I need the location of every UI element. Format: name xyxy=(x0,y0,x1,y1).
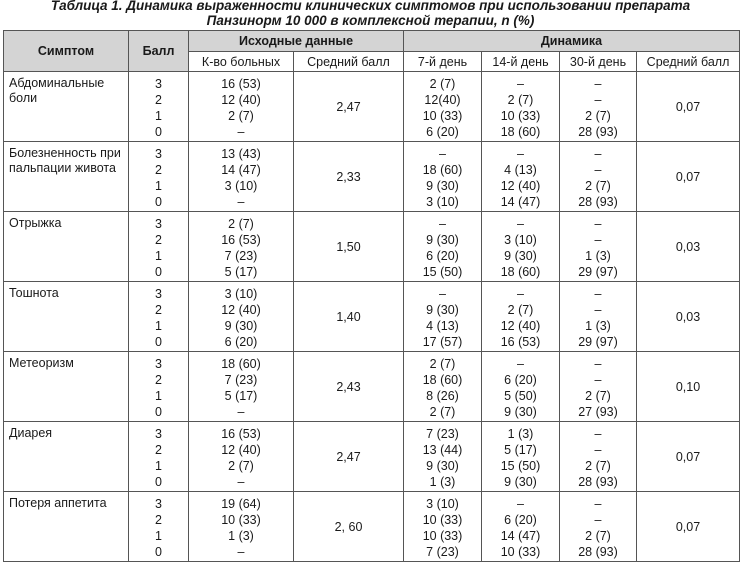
patients-cell-value: 18 (60) xyxy=(221,357,261,371)
day30-cell-value: – xyxy=(594,233,602,247)
patients-cell-value: – xyxy=(237,475,245,489)
day14-cell-value: 2 (7) xyxy=(507,93,534,107)
score-cell-value: 1 xyxy=(155,249,162,263)
score-cell-value: 0 xyxy=(155,125,162,139)
score-cell-value: 0 xyxy=(155,545,162,559)
day7-cell-value: 6 (20) xyxy=(426,125,459,139)
day30-cell-value: – xyxy=(594,497,602,511)
final-avg-cell: 0,03 xyxy=(637,212,740,282)
final-avg-cell: 0,07 xyxy=(637,142,740,212)
day14-cell-value: – xyxy=(517,217,524,231)
day30-cell-value: 2 (7) xyxy=(585,459,611,473)
day30-cell xyxy=(560,142,637,212)
day7-cell xyxy=(404,142,482,212)
day30-cell-value: – xyxy=(594,427,602,441)
avg-score-cell: 1,50 xyxy=(294,212,404,282)
score-cell-value: 2 xyxy=(155,93,162,107)
final-avg-cell: 0,07 xyxy=(637,422,740,492)
day7-cell-value: 9 (30) xyxy=(426,459,459,473)
patients-cell xyxy=(189,72,294,142)
score-cell xyxy=(129,352,189,422)
table-caption xyxy=(0,0,741,30)
score-cell-value: 1 xyxy=(155,529,162,543)
day7-cell-value: – xyxy=(439,287,446,301)
day7-cell-value: 7 (23) xyxy=(426,427,459,441)
patients-cell-value: 2 (7) xyxy=(228,459,254,473)
score-cell-value: 2 xyxy=(155,303,162,317)
day7-cell-value: 10 (33) xyxy=(422,513,463,527)
day30-cell-value: 28 (93) xyxy=(578,475,618,489)
day30-cell-value: – xyxy=(594,77,602,91)
score-cell xyxy=(129,422,189,492)
symptom-cell: Метеоризм xyxy=(4,352,129,422)
day7-cell-value: 1 (3) xyxy=(429,475,456,489)
day7-cell-value: 13 (44) xyxy=(422,443,463,457)
final-avg-cell: 0,07 xyxy=(637,72,740,142)
day30-cell-value: 28 (93) xyxy=(578,125,618,139)
day7-cell xyxy=(404,492,482,562)
day30-cell-value: – xyxy=(594,163,602,177)
day30-cell-value: – xyxy=(594,443,602,457)
day7-cell-value: – xyxy=(439,147,446,161)
day14-cell-value: 5 (50) xyxy=(504,389,537,403)
patients-cell-value: 14 (47) xyxy=(221,163,261,177)
avg-score-cell: 2,33 xyxy=(294,142,404,212)
patients-cell-value: 16 (53) xyxy=(221,233,261,247)
score-cell-value: 0 xyxy=(155,335,162,349)
day14-cell-value: – xyxy=(517,77,524,91)
day14-cell-value: – xyxy=(517,497,524,511)
day7-cell-value: 10 (33) xyxy=(422,529,463,543)
day30-cell-value: – xyxy=(594,513,602,527)
day30-cell xyxy=(560,72,637,142)
day30-cell-value: 29 (97) xyxy=(578,265,618,279)
day7-cell-value: 3 (10) xyxy=(426,195,459,209)
table-row xyxy=(4,142,740,212)
table-row xyxy=(4,352,740,422)
symptom-cell: Отрыжка xyxy=(4,212,129,282)
score-cell-value: 0 xyxy=(155,475,162,489)
score-cell-value: 1 xyxy=(155,319,162,333)
patients-cell xyxy=(189,352,294,422)
day30-cell xyxy=(560,212,637,282)
score-cell-value: 0 xyxy=(155,195,162,209)
score-cell xyxy=(129,212,189,282)
score-cell-value: 1 xyxy=(155,179,162,193)
patients-cell xyxy=(189,492,294,562)
score-cell xyxy=(129,282,189,352)
patients-cell-value: 9 (30) xyxy=(224,319,258,333)
score-cell xyxy=(129,142,189,212)
day7-cell-value: 10 (33) xyxy=(422,109,463,123)
patients-cell-value: 12 (40) xyxy=(221,93,261,107)
day14-cell-value: 1 (3) xyxy=(507,427,534,441)
day14-cell-value: 3 (10) xyxy=(504,233,537,247)
header-row xyxy=(4,31,740,52)
day14-cell-value: 9 (30) xyxy=(504,405,537,419)
patients-cell-value: 2 (7) xyxy=(228,109,254,123)
patients-cell-value: 5 (17) xyxy=(224,389,258,403)
day14-cell xyxy=(482,422,560,492)
day30-cell-value: 1 (3) xyxy=(585,319,611,333)
patients-cell-value: 3 (10) xyxy=(224,287,258,301)
day14-cell-value: 10 (33) xyxy=(500,109,541,123)
day30-cell-value: – xyxy=(594,287,602,301)
day7-cell-value: 2 (7) xyxy=(429,77,456,91)
patients-cell xyxy=(189,282,294,352)
day30-cell-value: 28 (93) xyxy=(578,195,618,209)
day7-cell-value: 18 (60) xyxy=(422,163,463,177)
day14-cell-value: – xyxy=(517,147,524,161)
day30-cell-value: – xyxy=(594,357,602,371)
day30-cell xyxy=(560,352,637,422)
caption-line-1: Таблица 1. Динамика выраженности клинических симптомов при использовании препарата xyxy=(50,0,691,13)
day7-cell xyxy=(404,282,482,352)
final-avg-cell: 0,10 xyxy=(637,352,740,422)
day14-cell xyxy=(482,282,560,352)
day7-cell-value: 3 (10) xyxy=(426,497,459,511)
header-day7: 7-й день xyxy=(404,52,482,72)
day14-cell-value: – xyxy=(517,287,524,301)
score-cell-value: 3 xyxy=(155,217,162,231)
score-cell xyxy=(129,492,189,562)
score-cell-value: 1 xyxy=(155,109,162,123)
day14-cell-value: 9 (30) xyxy=(504,249,537,263)
day7-cell xyxy=(404,422,482,492)
day14-cell xyxy=(482,492,560,562)
score-cell-value: 1 xyxy=(155,459,162,473)
patients-cell-value: 16 (53) xyxy=(221,77,261,91)
table-row xyxy=(4,492,740,562)
day14-cell xyxy=(482,72,560,142)
day14-cell-value: 6 (20) xyxy=(504,513,537,527)
patients-cell-value: 12 (40) xyxy=(221,303,261,317)
patients-cell xyxy=(189,142,294,212)
day30-cell-value: 2 (7) xyxy=(585,179,611,193)
table-row xyxy=(4,422,740,492)
day14-cell-value: 6 (20) xyxy=(504,373,537,387)
day7-cell xyxy=(404,352,482,422)
day30-cell-value: – xyxy=(594,217,602,231)
day14-cell-value: 2 (7) xyxy=(507,303,534,317)
patients-cell-value: 7 (23) xyxy=(224,373,258,387)
header-avg2: Средний балл xyxy=(637,52,740,72)
score-cell-value: 3 xyxy=(155,77,162,91)
day7-cell-value: 9 (30) xyxy=(426,233,459,247)
table-body xyxy=(4,72,740,562)
header-patients: К-во больных xyxy=(189,52,294,72)
day7-cell-value: 4 (13) xyxy=(426,319,459,333)
avg-score-cell: 2,47 xyxy=(294,72,404,142)
patients-cell xyxy=(189,212,294,282)
table-row xyxy=(4,282,740,352)
day7-cell-value: 6 (20) xyxy=(426,249,459,263)
final-avg-cell: 0,07 xyxy=(637,492,740,562)
patients-cell-value: 10 (33) xyxy=(221,513,261,527)
day14-cell-value: 5 (17) xyxy=(504,443,537,457)
day30-cell-value: – xyxy=(594,93,602,107)
day14-cell-value: 12 (40) xyxy=(500,319,541,333)
day14-cell-value: 12 (40) xyxy=(500,179,541,193)
day7-cell-value: 9 (30) xyxy=(426,303,459,317)
day7-cell-value: 2 (7) xyxy=(429,405,456,419)
score-cell-value: 2 xyxy=(155,233,162,247)
score-cell-value: 3 xyxy=(155,357,162,371)
symptom-dynamics-table xyxy=(3,30,740,562)
day7-cell-value: – xyxy=(439,217,446,231)
caption-line-2: Панзинорм 10 000 в комплексной терапии, n (%) xyxy=(206,13,535,28)
day7-cell-value: 8 (26) xyxy=(426,389,459,403)
header-initial: Исходные данные xyxy=(189,31,404,52)
patients-cell-value: 13 (43) xyxy=(221,147,261,161)
patients-cell-value: 1 (3) xyxy=(228,529,254,543)
day30-cell-value: 1 (3) xyxy=(585,249,611,263)
day7-cell-value: 15 (50) xyxy=(422,265,463,279)
day7-cell-value: 9 (30) xyxy=(426,179,459,193)
patients-cell-value: 7 (23) xyxy=(224,249,258,263)
header-avg: Средний балл xyxy=(294,52,404,72)
day14-cell-value: 9 (30) xyxy=(504,475,537,489)
day14-cell-value: 18 (60) xyxy=(500,265,541,279)
patients-cell-value: 16 (53) xyxy=(221,427,261,441)
day7-cell xyxy=(404,212,482,282)
header-symptom: Симптом xyxy=(4,31,129,72)
day14-cell-value: 16 (53) xyxy=(500,335,541,349)
header-day14: 14-й день xyxy=(482,52,560,72)
day7-cell-value: 7 (23) xyxy=(426,545,459,559)
patients-cell xyxy=(189,422,294,492)
day14-cell-value: 4 (13) xyxy=(504,163,537,177)
day30-cell-value: 2 (7) xyxy=(585,389,611,403)
patients-cell-value: 12 (40) xyxy=(221,443,261,457)
score-cell-value: 2 xyxy=(155,443,162,457)
score-cell-value: 0 xyxy=(155,265,162,279)
day14-cell xyxy=(482,142,560,212)
day30-cell-value: 27 (93) xyxy=(578,405,618,419)
avg-score-cell: 2,47 xyxy=(294,422,404,492)
day30-cell-value: 2 (7) xyxy=(585,109,611,123)
score-cell-value: 2 xyxy=(155,373,162,387)
patients-cell-value: 19 (64) xyxy=(221,497,261,511)
symptom-cell: Абдоминальные боли xyxy=(4,72,129,142)
day30-cell-value: 28 (93) xyxy=(578,545,618,559)
day14-cell xyxy=(482,212,560,282)
day14-cell-value: 10 (33) xyxy=(500,545,541,559)
patients-cell-value: – xyxy=(237,545,245,559)
header-dynamics: Динамика xyxy=(404,31,740,52)
day7-cell xyxy=(404,72,482,142)
day14-cell-value: 14 (47) xyxy=(500,529,541,543)
score-cell-value: 3 xyxy=(155,287,162,301)
day7-cell-value: 2 (7) xyxy=(429,357,456,371)
day14-cell-value: 14 (47) xyxy=(500,195,541,209)
patients-cell-value: 6 (20) xyxy=(224,335,258,349)
patients-cell-value: 3 (10) xyxy=(224,179,258,193)
day30-cell xyxy=(560,422,637,492)
header-day30: 30-й день xyxy=(560,52,637,72)
day30-cell xyxy=(560,282,637,352)
final-avg-cell: 0,03 xyxy=(637,282,740,352)
score-cell-value: 1 xyxy=(155,389,162,403)
table-row xyxy=(4,72,740,142)
score-cell-value: 3 xyxy=(155,427,162,441)
patients-cell-value: – xyxy=(237,405,245,419)
patients-cell-value: – xyxy=(237,195,245,209)
symptom-cell: Тошнота xyxy=(4,282,129,352)
score-cell xyxy=(129,72,189,142)
score-cell-value: 3 xyxy=(155,147,162,161)
patients-cell-value: 2 (7) xyxy=(228,217,254,231)
day14-cell-value: 15 (50) xyxy=(500,459,541,473)
avg-score-cell: 1,40 xyxy=(294,282,404,352)
symptom-cell: Болезненность при пальпации живота xyxy=(4,142,129,212)
patients-cell-value: 5 (17) xyxy=(224,265,258,279)
symptom-cell: Диарея xyxy=(4,422,129,492)
day14-cell-value: 18 (60) xyxy=(500,125,541,139)
score-cell-value: 0 xyxy=(155,405,162,419)
score-cell-value: 3 xyxy=(155,497,162,511)
day14-cell-value: – xyxy=(517,357,524,371)
day7-cell-value: 12(40) xyxy=(424,93,461,107)
day7-cell-value: 17 (57) xyxy=(422,335,463,349)
symptom-cell: Потеря аппетита xyxy=(4,492,129,562)
score-cell-value: 2 xyxy=(155,163,162,177)
header-score: Балл xyxy=(129,31,189,72)
day30-cell-value: 29 (97) xyxy=(578,335,618,349)
avg-score-cell: 2,43 xyxy=(294,352,404,422)
day30-cell-value: – xyxy=(594,303,602,317)
day30-cell xyxy=(560,492,637,562)
day14-cell xyxy=(482,352,560,422)
day7-cell-value: 18 (60) xyxy=(422,373,463,387)
score-cell-value: 2 xyxy=(155,513,162,527)
avg-score-cell: 2, 60 xyxy=(294,492,404,562)
day30-cell-value: – xyxy=(594,373,602,387)
day30-cell-value: 2 (7) xyxy=(585,529,611,543)
day30-cell-value: – xyxy=(594,147,602,161)
table-row xyxy=(4,212,740,282)
patients-cell-value: – xyxy=(237,125,245,139)
